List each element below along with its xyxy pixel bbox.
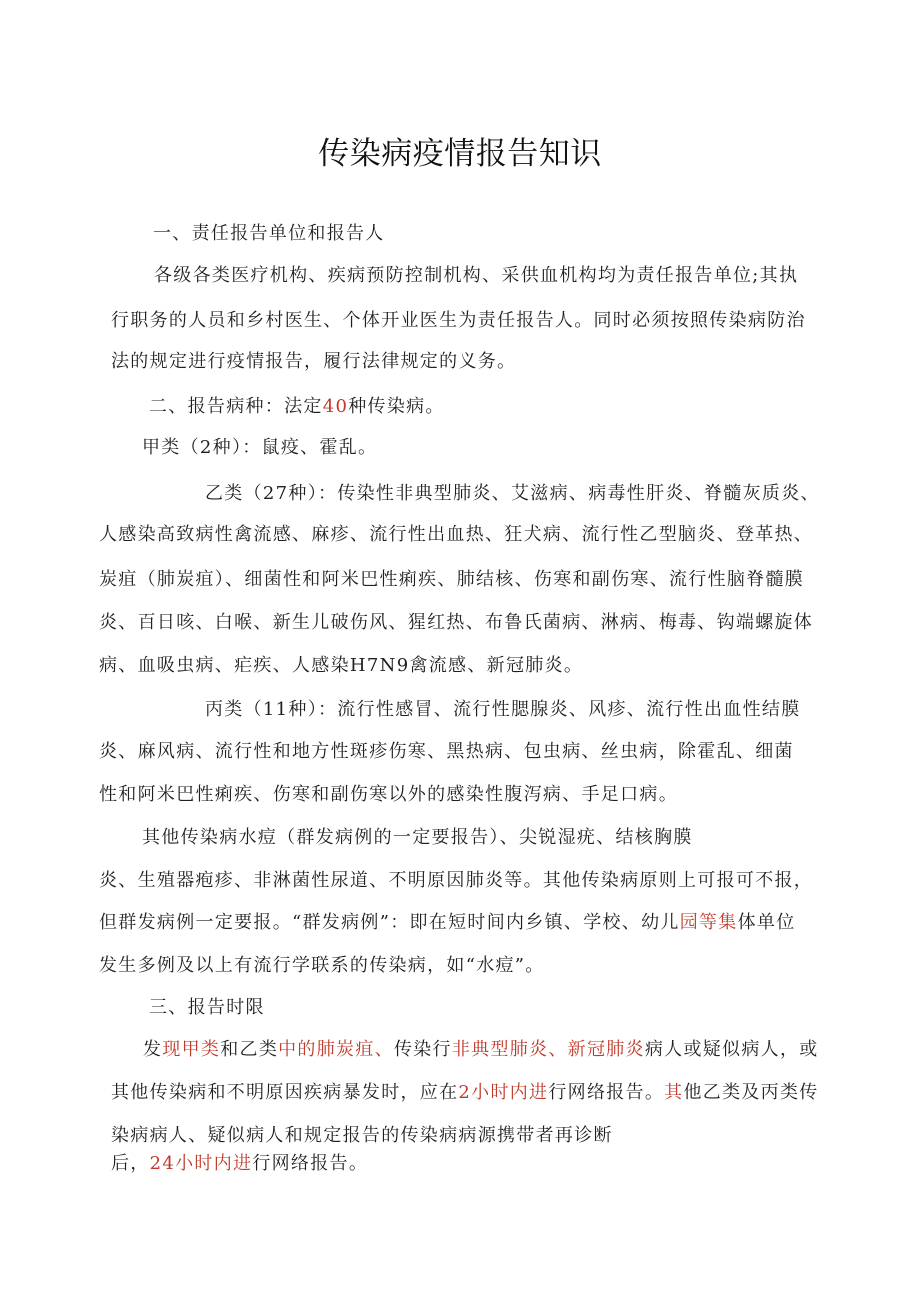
other-diseases-line: 炎、生殖器疱疹、非淋菌性尿道、不明原因肺炎等。其他传染病原则上可报可不报， (99, 870, 814, 891)
section-2-heading-text: 种传染病。 (348, 396, 445, 417)
disease-count: 40 (322, 396, 349, 417)
highlight-text: 非典型肺炎、新冠肺炎 (451, 1039, 645, 1060)
section-3-text-line (111, 1152, 368, 1176)
section-3-text-line: 染病病人、疑似病人和规定报告的传染病病源携带者再诊断 (111, 1125, 613, 1146)
section-2-heading-text: 二、报告病种：法定 (149, 396, 323, 417)
highlight-text: 园等集 (679, 912, 738, 933)
class-c-line: 性和阿米巴性痢疾、伤寒和副伤寒以外的感染性腹泻病、手足口病。 (99, 784, 678, 805)
class-b-line: 炭疽（肺炭疽）、细菌性和阿米巴性痢疾、肺结核、伤寒和副伤寒、流行性脑脊髓膜 (99, 569, 805, 590)
class-b-line: 炎、百日咳、白喉、新生儿破伤风、猩红热、布鲁氏菌病、淋病、梅毒、钩端螺旋体 (99, 612, 814, 633)
section-3-text: 发 (143, 1039, 163, 1060)
section-3-text: 病人或疑似病人，或 (644, 1039, 819, 1060)
highlight-text: 现甲类 (162, 1039, 221, 1060)
highlight-text: 24小时内进 (149, 1153, 253, 1174)
class-b-line: 乙类（27种）：传染性非典型肺炎、艾滋病、病毒性肝炎、脊髓灰质炎、 (205, 483, 820, 504)
section-3-text: 行网络报告。 (252, 1153, 369, 1174)
section-3-text: 传染行 (393, 1039, 452, 1060)
class-c-line: 丙类（11种）：流行性感冒、流行性腮腺炎、风疹、流行性出血性结膜 (205, 699, 801, 720)
class-c-line: 炎、麻风病、流行性和地方性斑疹伤寒、黑热病、包虫病、丝虫病，除霍乱、细菌 (99, 741, 794, 762)
section-3-text: 行网络报告。 (548, 1082, 665, 1103)
other-diseases-line (99, 911, 796, 935)
section-3-text-line (143, 1038, 819, 1062)
section-1-text-line: 行职务的人员和乡村医生、个体开业医生为责任报告人。同时必须按照传染病防治 (111, 310, 806, 331)
other-diseases-line: 发生多例及以上有流行学联系的传染病，如“水痘”。 (99, 955, 545, 976)
section-3-text: 后， (111, 1153, 150, 1174)
other-diseases-line: 其他传染病水痘（群发病例的一定要报告）、尖锐湿疣、结核胸膜 (142, 827, 693, 848)
section-3-text-line (111, 1081, 819, 1105)
section-3-text: 和乙类 (220, 1039, 279, 1060)
section-3-text: 他乙类及丙类传 (683, 1082, 819, 1103)
highlight-text: 2小时内进 (458, 1082, 549, 1103)
class-b-line: 人感染高致病性禽流感、麻疹、流行性出血热、狂犬病、流行性乙型脑炎、登革热、 (99, 524, 814, 545)
other-diseases-text: 但群发病例一定要报。“群发病例”：即在短时间内乡镇、学校、幼儿 (99, 912, 680, 933)
section-3-heading: 三、报告时限 (149, 997, 265, 1018)
section-2-heading (149, 395, 445, 419)
section-3-text: 其他传染病和不明原因疾病暴发时，应在 (111, 1082, 459, 1103)
section-1-heading: 一、责任报告单位和报告人 (153, 223, 385, 244)
page-title: 传染病疫情报告知识 (318, 136, 602, 172)
highlight-text: 中的肺炭疽、 (278, 1039, 394, 1060)
other-diseases-text: 体单位 (737, 912, 796, 933)
section-1-text-line: 各级各类医疗机构、疾病预防控制机构、采供血机构均为责任报告单位;其执 (154, 265, 799, 286)
highlight-text: 其 (664, 1082, 684, 1103)
class-a-line: 甲类（2种）：鼠疫、霍乱。 (142, 437, 378, 458)
class-b-line: 病、血吸虫病、疟疾、人感染H7N9禽流感、新冠肺炎。 (99, 655, 584, 676)
section-1-text-line: 法的规定进行疫情报告，履行法律规定的义务。 (111, 351, 517, 372)
